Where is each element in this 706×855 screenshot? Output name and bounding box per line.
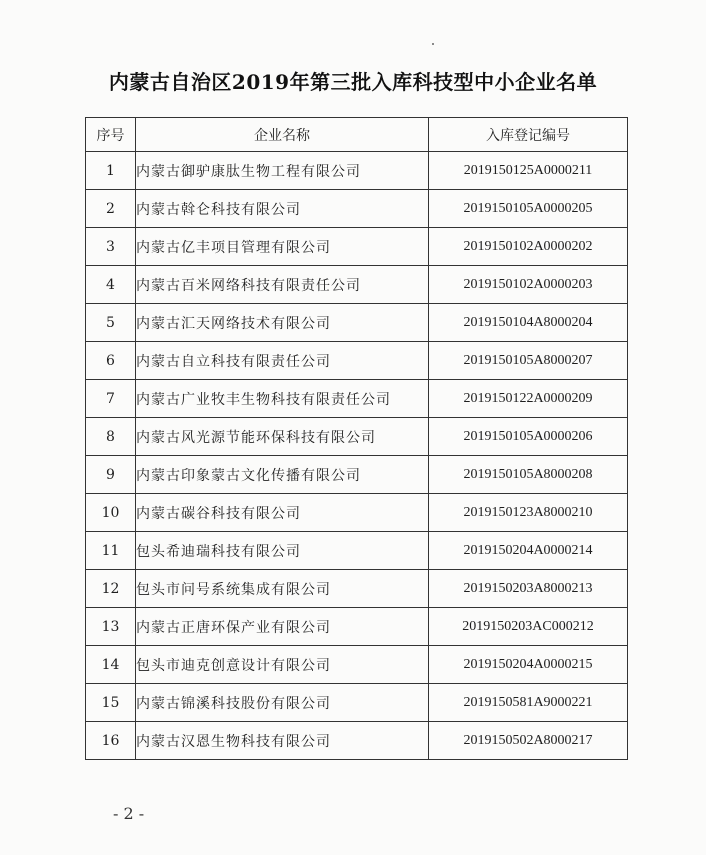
row-number: 15 <box>86 684 136 722</box>
company-name: 包头希迪瑞科技有限公司 <box>136 532 429 570</box>
registration-code: 2019150502A8000217 <box>429 722 628 760</box>
table-row <box>86 190 628 228</box>
company-name: 内蒙古百米网络科技有限责任公司 <box>136 266 429 304</box>
company-name: 内蒙古斡仑科技有限公司 <box>136 190 429 228</box>
table-row <box>86 722 628 760</box>
row-number: 7 <box>86 380 136 418</box>
registration-code: 2019150204A0000215 <box>429 646 628 684</box>
table-row <box>86 494 628 532</box>
registration-code: 2019150105A0000205 <box>429 190 628 228</box>
header-no: 序号 <box>86 118 136 152</box>
company-name: 内蒙古自立科技有限责任公司 <box>136 342 429 380</box>
company-name: 内蒙古御驴康肽生物工程有限公司 <box>136 152 429 190</box>
company-name: 内蒙古汇天网络技术有限公司 <box>136 304 429 342</box>
table-row <box>86 684 628 722</box>
row-number: 1 <box>86 152 136 190</box>
registration-code: 2019150102A0000203 <box>429 266 628 304</box>
company-name: 内蒙古广业牧丰生物科技有限责任公司 <box>136 380 429 418</box>
company-name: 内蒙古碳谷科技有限公司 <box>136 494 429 532</box>
company-name: 内蒙古正唐环保产业有限公司 <box>136 608 429 646</box>
table-row <box>86 646 628 684</box>
row-number: 6 <box>86 342 136 380</box>
page-number: - 2 - <box>113 804 145 823</box>
table-row <box>86 418 628 456</box>
row-number: 8 <box>86 418 136 456</box>
registration-code: 2019150122A0000209 <box>429 380 628 418</box>
row-number: 16 <box>86 722 136 760</box>
company-name: 内蒙古印象蒙古文化传播有限公司 <box>136 456 429 494</box>
page-title: 内蒙古自治区2019年第三批入库科技型中小企业名单 <box>108 70 598 94</box>
row-number: 13 <box>86 608 136 646</box>
registration-code: 2019150102A0000202 <box>429 228 628 266</box>
company-name: 内蒙古汉恩生物科技有限公司 <box>136 722 429 760</box>
table-row <box>86 342 628 380</box>
table-row <box>86 304 628 342</box>
enterprise-table <box>85 117 628 760</box>
registration-code: 2019150125A0000211 <box>429 152 628 190</box>
table-row <box>86 456 628 494</box>
registration-code: 2019150581A9000221 <box>429 684 628 722</box>
row-number: 3 <box>86 228 136 266</box>
company-name: 内蒙古锦溪科技股份有限公司 <box>136 684 429 722</box>
table-row <box>86 228 628 266</box>
header-name: 企业名称 <box>136 118 429 152</box>
registration-code: 2019150105A0000206 <box>429 418 628 456</box>
registration-code: 2019150104A8000204 <box>429 304 628 342</box>
table-row <box>86 532 628 570</box>
table-row <box>86 608 628 646</box>
registration-code: 2019150204A0000214 <box>429 532 628 570</box>
registration-code: 2019150123A8000210 <box>429 494 628 532</box>
header-code: 入库登记编号 <box>429 118 628 152</box>
row-number: 4 <box>86 266 136 304</box>
row-number: 14 <box>86 646 136 684</box>
registration-code: 2019150105A8000208 <box>429 456 628 494</box>
table-row <box>86 570 628 608</box>
row-number: 5 <box>86 304 136 342</box>
row-number: 11 <box>86 532 136 570</box>
row-number: 12 <box>86 570 136 608</box>
row-number: 10 <box>86 494 136 532</box>
table-row <box>86 380 628 418</box>
row-number: 9 <box>86 456 136 494</box>
table-row <box>86 266 628 304</box>
row-number: 2 <box>86 190 136 228</box>
registration-code: 2019150105A8000207 <box>429 342 628 380</box>
registration-code: 2019150203A8000213 <box>429 570 628 608</box>
company-name: 内蒙古风光源节能环保科技有限公司 <box>136 418 429 456</box>
company-name: 包头市迪克创意设计有限公司 <box>136 646 429 684</box>
company-name: 内蒙古亿丰项目管理有限公司 <box>136 228 429 266</box>
company-name: 包头市问号系统集成有限公司 <box>136 570 429 608</box>
table-header-row <box>86 118 628 152</box>
registration-code: 2019150203AC000212 <box>429 608 628 646</box>
table-row <box>86 152 628 190</box>
scan-speck <box>432 43 434 45</box>
